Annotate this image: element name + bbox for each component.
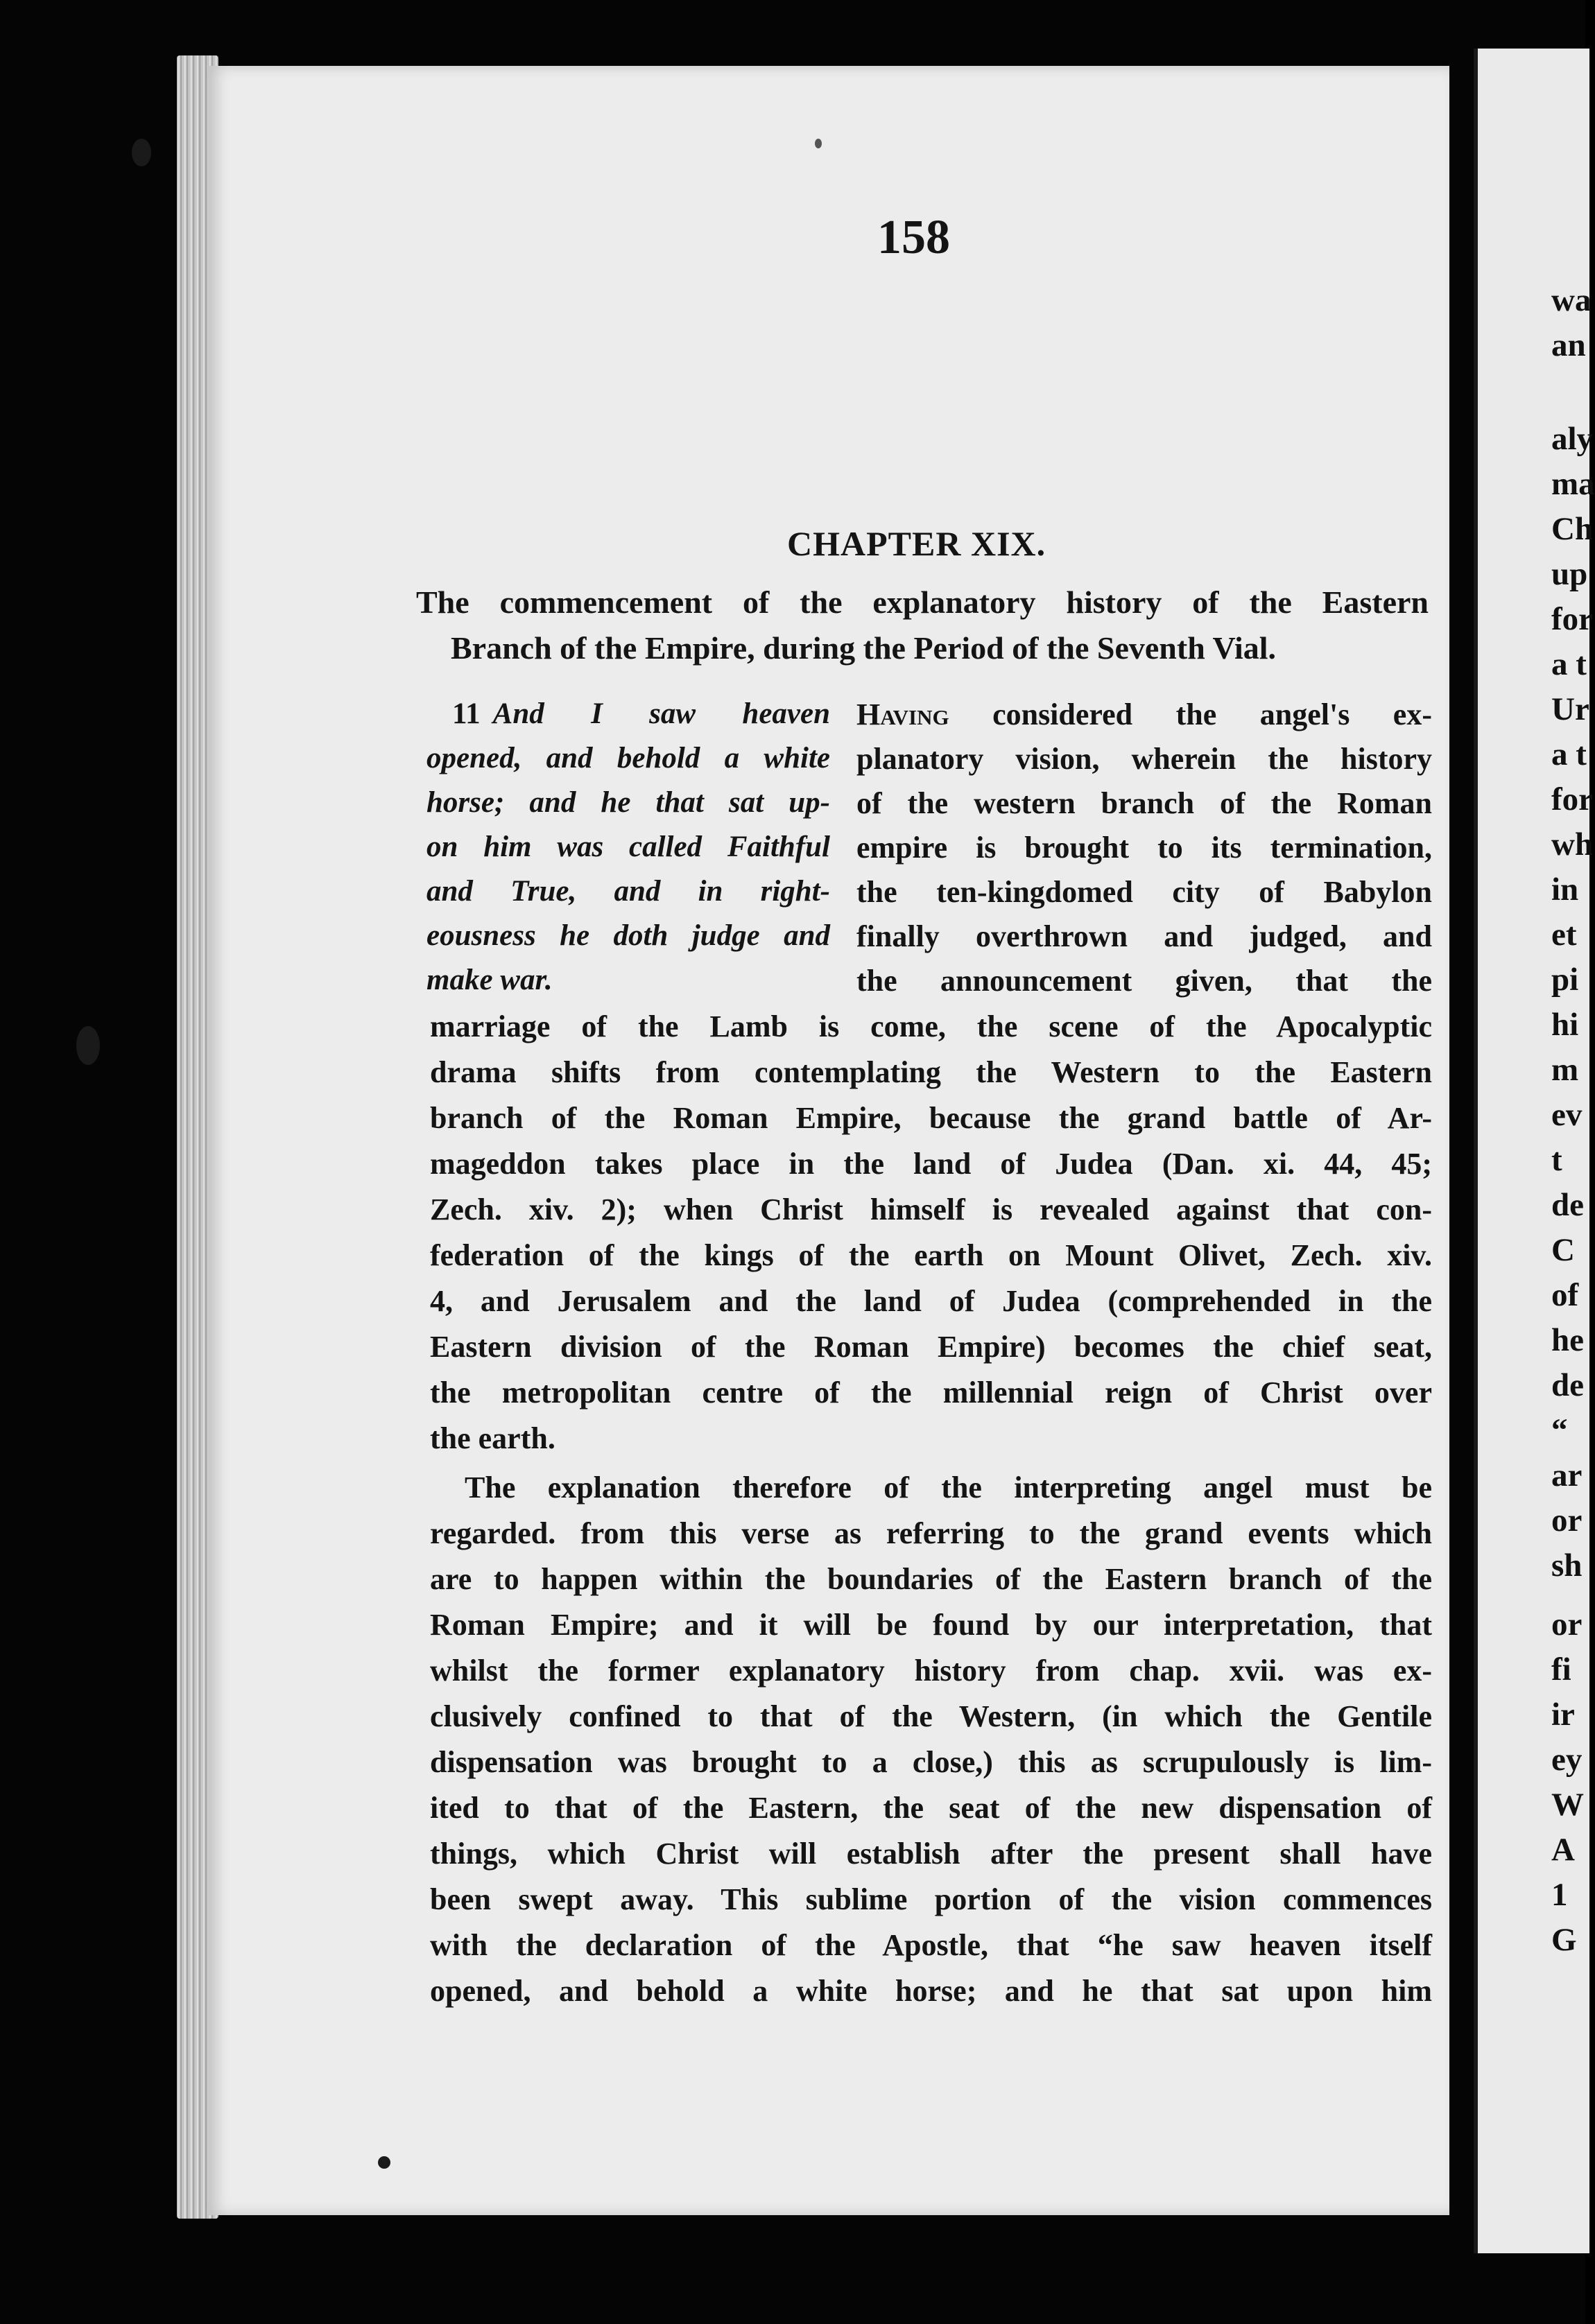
body-line: 4, and Jerusalem and the land of Judea (comprehended in the (430, 1284, 1432, 1318)
body-line: of the western branch of the Roman (856, 786, 1432, 820)
chapter-title: CHAPTER XIX. (787, 524, 1046, 563)
facing-page-fragment: wa (1551, 282, 1592, 318)
body-line: the announcement given, that the (856, 964, 1432, 998)
body-line: regarded. from this verse as referring to the grand events which (430, 1516, 1432, 1550)
body-line: finally overthrown and judged, and (856, 919, 1432, 953)
chapter-subtitle-line: The commencement of the explanatory history of the Eastern (416, 584, 1429, 620)
body-line: clusively confined to that of the Western, (in which the Gentile (430, 1699, 1432, 1733)
body-line: whilst the former explanatory history from chap. xvii. was ex- (430, 1654, 1432, 1688)
verse-line: horse; and he that sat up- (426, 786, 830, 819)
facing-page-fragment: wh (1551, 826, 1594, 862)
body-line: with the declaration of the Apostle, that “he saw heaven itself (430, 1928, 1432, 1962)
scan-speck (76, 1026, 100, 1065)
body-line: Roman Empire; and it will be found by our interpretation, that (430, 1608, 1432, 1642)
body-line: the ten-kingdomed city of Babylon (856, 875, 1432, 909)
body-line: drama shifts from contemplating the Western to the Eastern (430, 1055, 1432, 1089)
body-line: federation of the kings of the earth on Mount Olivet, Zech. xiv. (430, 1238, 1432, 1272)
facing-page-fragment: “ (1551, 1412, 1568, 1448)
facing-page-fragment: an (1551, 327, 1586, 363)
body-line: planatory vision, wherein the history (856, 742, 1432, 776)
body-line: The explanation therefore of the interpreting angel must be (465, 1471, 1432, 1504)
facing-page-fragment: ir (1551, 1697, 1575, 1733)
verse-line: make war. (426, 964, 553, 996)
facing-page-fragment: ar (1551, 1457, 1583, 1493)
facing-page-fragment: a t (1551, 646, 1587, 682)
verse-line: and True, and in right- (426, 875, 830, 908)
verse-line: on him was called Faithful (426, 831, 830, 863)
facing-page-fragment: ev (1551, 1097, 1583, 1133)
opening-word: Having (856, 697, 949, 731)
facing-page-fragment: de (1551, 1187, 1584, 1223)
facing-page-fragment: or (1551, 1606, 1583, 1642)
facing-page-fragment: t (1551, 1142, 1562, 1178)
facing-page-fragment: W (1551, 1787, 1584, 1823)
facing-page-fragment: up (1551, 556, 1588, 592)
scan-speck (815, 139, 822, 148)
body-line: opened, and behold a white horse; and he that sat upon him (430, 1974, 1432, 2008)
facing-page-fragment: Ur (1551, 691, 1589, 727)
verse-line: opened, and behold a white (426, 742, 830, 774)
body-line: mageddon takes place in the land of Judea (Dan. xi. 44, 45; (430, 1147, 1432, 1181)
scan-speck (378, 2156, 390, 2169)
facing-page-fragment: pi (1551, 962, 1579, 998)
body-line: the metropolitan centre of the millennial reign of Christ over (430, 1376, 1432, 1410)
scan-speck (132, 139, 151, 166)
facing-page-fragment: Ch (1551, 511, 1594, 547)
facing-page-fragment: m (1551, 1052, 1579, 1088)
facing-page-fragment: fi (1551, 1651, 1571, 1688)
facing-page-fragment: C (1551, 1232, 1575, 1268)
body-line: things, which Christ will establish after the present shall have (430, 1837, 1432, 1871)
facing-page-fragment: for (1551, 601, 1594, 637)
body-line: are to happen within the boundaries of the Eastern branch of the (430, 1562, 1432, 1596)
facing-page-fragment: or (1551, 1502, 1583, 1538)
facing-page-fragment: ey (1551, 1742, 1583, 1778)
body-line: branch of the Roman Empire, because the grand battle of Ar- (430, 1101, 1432, 1135)
facing-page-fragment: a t (1551, 736, 1587, 772)
page-number: 158 (877, 211, 950, 264)
facing-page-fragment: aly (1551, 421, 1594, 457)
body-line: the earth. (430, 1421, 555, 1455)
facing-page-fragment: ma (1551, 466, 1595, 502)
body-line: dispensation was brought to a close,) this as scrupulously is lim- (430, 1745, 1432, 1779)
verse-line: eousness he doth judge and (426, 919, 830, 952)
body-line: been swept away. This sublime portion of the vision commences (430, 1882, 1432, 1916)
facing-page (1474, 49, 1595, 2253)
facing-page-fragment: in (1551, 872, 1579, 908)
facing-page-fragment: hi (1551, 1007, 1579, 1043)
facing-page-fragment: G (1551, 1922, 1577, 1958)
body-line: empire is brought to its termination, (856, 831, 1432, 865)
facing-page-fragment: sh (1551, 1547, 1583, 1584)
verse-number: 11 (452, 697, 481, 730)
facing-page-fragment: of (1551, 1277, 1579, 1313)
body-line: ited to that of the Eastern, the seat of the new dispensation of (430, 1791, 1432, 1825)
facing-page-fragment: de (1551, 1367, 1584, 1403)
body-line: marriage of the Lamb is come, the scene of the Apocalyptic (430, 1009, 1432, 1043)
verse-text: And I saw heaven (492, 697, 830, 730)
facing-page-fragment: 1 (1551, 1877, 1568, 1913)
facing-page-fragment: et (1551, 917, 1577, 953)
facing-page-fragment: he (1551, 1322, 1584, 1358)
body-line: Eastern division of the Roman Empire) becomes the chief seat, (430, 1330, 1432, 1364)
verse-line (452, 697, 830, 731)
body-line: Zech. xiv. 2); when Christ himself is revealed against that con- (430, 1193, 1432, 1226)
chapter-subtitle-line: Branch of the Empire, during the Period of the Seventh Vial. (451, 630, 1277, 666)
body-line: Having considered the angel's ex- (856, 697, 1432, 731)
facing-page-fragment: A (1551, 1832, 1575, 1868)
facing-page-fragment: for (1551, 781, 1594, 817)
